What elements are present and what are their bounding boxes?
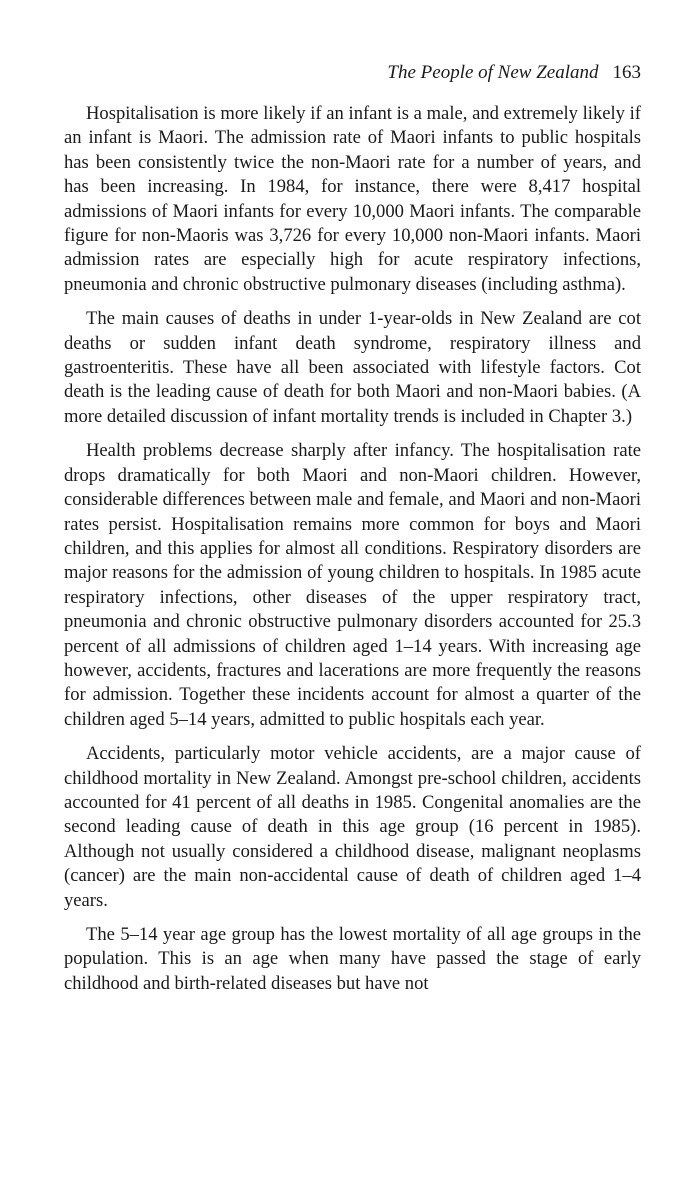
body-paragraph-1: Hospitalisation is more likely if an infant is a male, and extremely likely if an infant is Maori. The admission rate of Maori infants to public hospitals has been consistently twice the non-Maori rate for a number of years, and has been increasing. In 1984, for instance, there were 8,417 hospital admissions of Maori infants for every 10,000 Maori infants. The comparable figure for non-Maoris was 3,726 for every 10,000 non-Maori infants. Maori admission rates are especially high for acute respiratory infections, pneumonia and chronic obstructive pulmonary diseases (including asthma). [64, 103, 641, 295]
running-header [64, 62, 641, 88]
body-paragraph-4: Accidents, particularly motor vehicle accidents, are a major cause of childhood mortality in New Zealand. Amongst pre-school children, accidents accounted for 41 percent of all deaths in 1985. Congenital anomalies are the second leading cause of death in this age group (16 percent in 1985). Although not usually considered a childhood disease, malignant neoplasms (cancer) are the main non-accidental cause of death of children aged 1–4 years. [64, 743, 641, 911]
page-number: 163 [612, 62, 641, 83]
running-title: The People of New Zealand [387, 62, 599, 83]
body-paragraph-5: The 5–14 year age group has the lowest mortality of all age groups in the population. This is an age when many have passed the stage of early childhood and birth-related diseases but have not [64, 924, 641, 994]
book-page [64, 62, 641, 1006]
body-paragraph-3: Health problems decrease sharply after infancy. The hospitalisation rate drops dramatically for both Maori and non-Maori children. However, considerable differences between male and female, and Maori and non-Maori rates persist. Hospitalisation remains more common for boys and Maori children, and this applies for almost all conditions. Respiratory disorders are major reasons for the admission of young children to hospitals. In 1985 acute respiratory infections, other diseases of the upper respiratory tract, pneumonia and chronic obstructive pulmonary disorders accounted for 25.3 percent of all admissions of children aged 1–14 years. With increasing age however, accidents, fractures and lacerations are more frequently the reasons for admission. Together these incidents account for almost a quarter of the children aged 5–14 years, admitted to public hospitals each year. [64, 440, 641, 730]
body-paragraph-2: The main causes of deaths in under 1-year-olds in New Zealand are cot deaths or sudden infant death syndrome, respiratory illness and gastroenteritis. These have all been associated with lifestyle factors. Cot death is the leading cause of death for both Maori and non-Maori babies. (A more detailed discussion of infant mortality trends is included in Chapter 3.) [64, 308, 641, 427]
